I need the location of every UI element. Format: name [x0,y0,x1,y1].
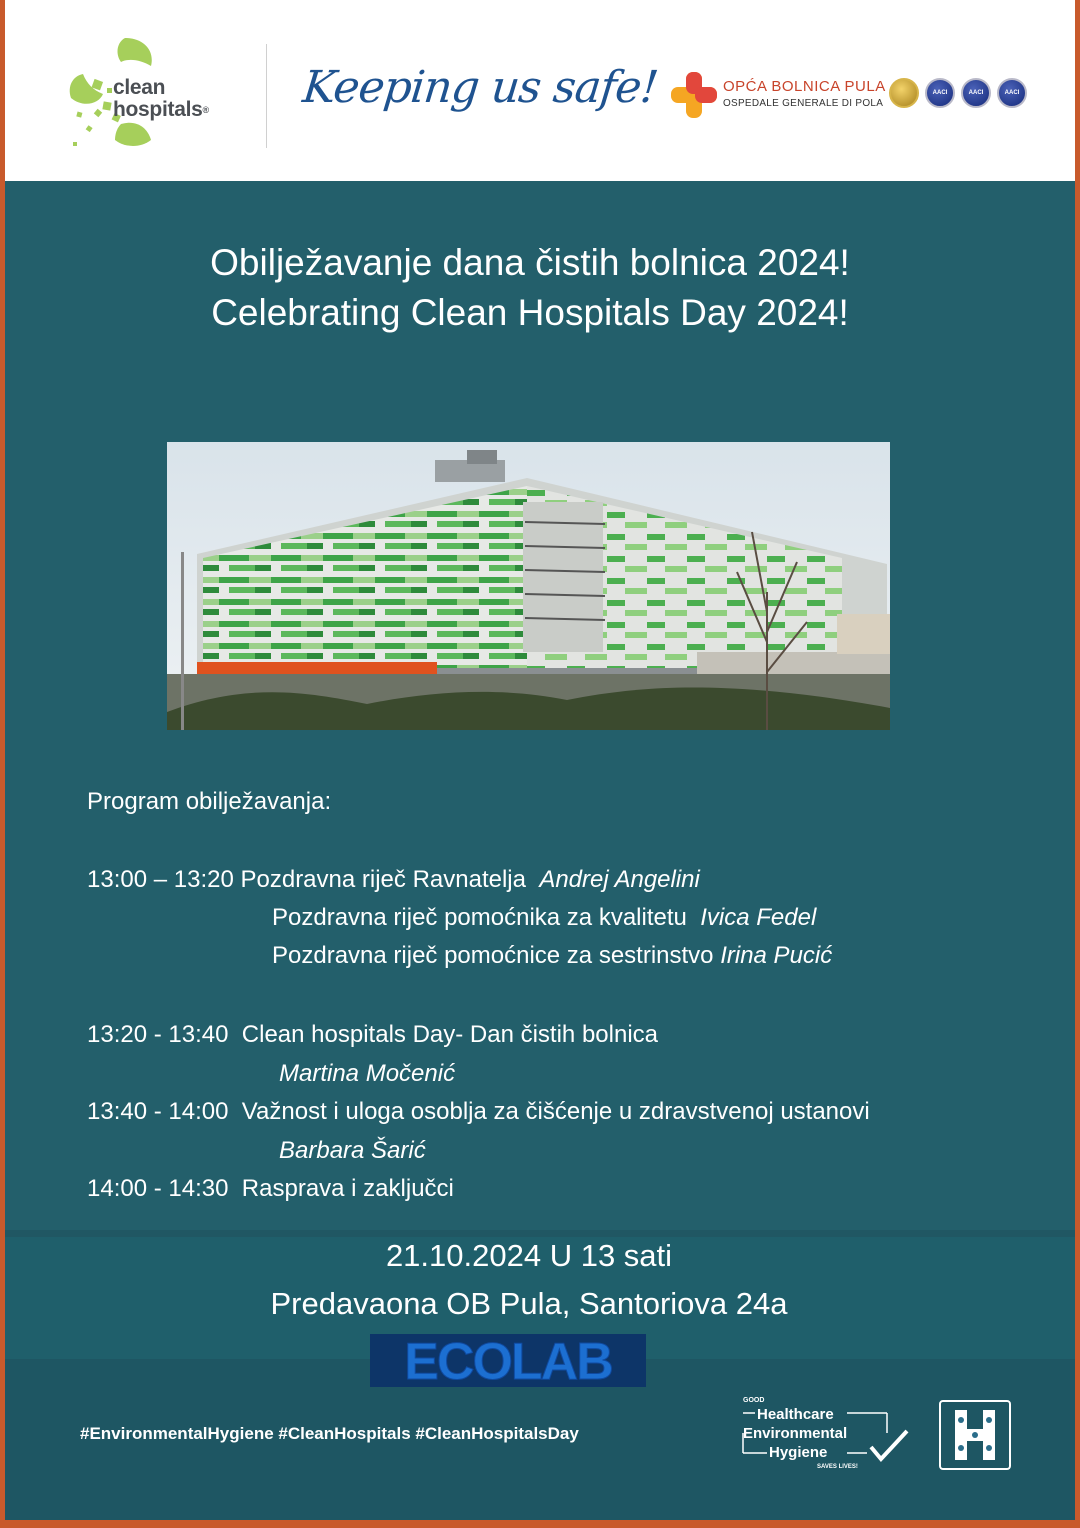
program-time: 13:40 - 14:00 [87,1098,229,1125]
program-item-5 [87,1098,870,1126]
program-item-3 [272,942,832,970]
program-speaker: Irina Pucić [720,942,833,969]
h-icon [941,1402,1009,1468]
header-divider [266,44,267,148]
accreditation-badge-3: AACI [997,78,1027,108]
program-item-1 [87,866,700,894]
program-text: Pozdravna riječ pomoćnice za sestrinstvo [272,942,714,969]
accreditation-badge-2: AACI [961,78,991,108]
program-text: Važnost i uloga osoblja za čišćenje u zdravstvenoj ustanovi [241,1098,870,1125]
checkmark-icon [871,1431,907,1459]
badge-good: GOOD [743,1397,765,1404]
healthcare-hygiene-badge [737,1393,912,1473]
ecolab-logo [370,1334,646,1387]
title-croatian: Obilježavanje dana čistih bolnica 2024! [210,242,850,283]
program-speaker: Andrej Angelini [539,866,700,893]
event-venue: Predavaona OB Pula, Santoriova 24a [270,1286,788,1321]
logo-line-hospitals: hospitals [113,98,203,121]
program-text: Pozdravna riječ pomoćnika za kvalitetu [272,904,687,931]
hashtags: #EnvironmentalHygiene #CleanHospitals #CleanHospitalsDay [80,1424,579,1443]
hospital-logo [671,70,1061,120]
program-speaker-4 [279,1060,455,1088]
program-heading: Program obilježavanja: [87,788,332,815]
hospital-name: OPĆA BOLNICA PULA [723,78,886,95]
accreditation-badge-1: AACI [925,78,955,108]
event-title [5,238,1055,338]
slogan: Keeping us safe! [300,62,660,113]
hospital-name-italian: OSPEDALE GENERALE DI POLA [723,97,884,109]
program-speaker: Barbara Šarić [279,1137,426,1164]
program-speaker: Martina Močenić [279,1060,456,1087]
program-text: Rasprava i zaključci [241,1175,454,1202]
poster [5,0,1075,1520]
event-date: 21.10.2024 U 13 sati [385,1238,673,1273]
program-time: 13:00 – 13:20 [87,866,234,893]
logo-line-clean: clean [113,76,166,99]
header [5,0,1075,181]
program-speaker: Ivica Fedel [700,904,817,931]
badge-environmental: Environmental [743,1425,848,1442]
program-text: Pozdravna riječ Ravnatelja [240,866,526,893]
title-english: Celebrating Clean Hospitals Day 2024! [211,292,849,333]
program-item-6 [87,1175,454,1203]
program-item-2 [272,904,816,932]
program-item-4 [87,1021,658,1049]
program-time: 13:20 - 13:40 [87,1021,229,1048]
registered-mark: ® [202,105,209,115]
gold-seal-icon [889,78,919,108]
hospital-h-logo [939,1400,1011,1470]
badge-hygiene: Hygiene [769,1444,828,1461]
program-speaker-5 [279,1137,426,1165]
clean-hospitals-logo [63,36,233,156]
medical-cross-icon [671,72,717,118]
hospital-building-photo [167,442,890,730]
program-text: Clean hospitals Day- Dan čistih bolnica [241,1021,658,1048]
program-time: 14:00 - 14:30 [87,1175,229,1202]
badge-saves-lives: SAVES LIVES! [817,1464,858,1470]
ecolab-wordmark: ECOLAB [404,1334,612,1387]
badge-healthcare: Healthcare [757,1406,834,1423]
